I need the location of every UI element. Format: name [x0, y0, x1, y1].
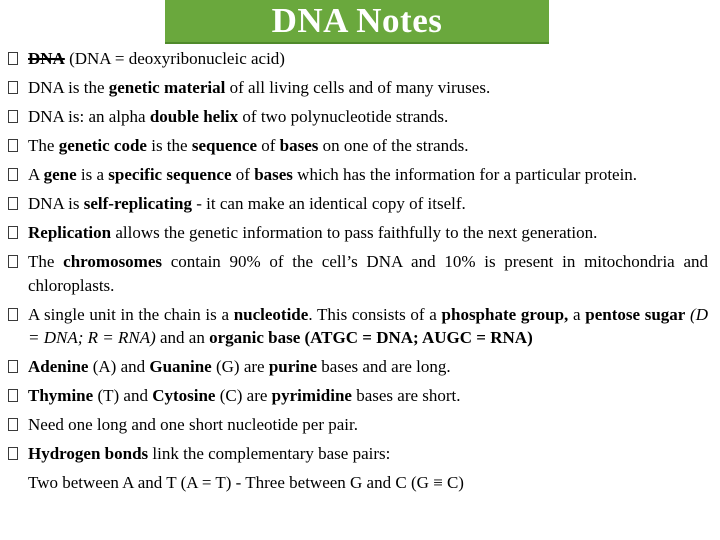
note-text: genetic code — [58, 136, 147, 155]
checkbox-bullet-icon — [8, 308, 18, 321]
note-text: bases are short. — [351, 386, 461, 405]
note-text: A — [28, 165, 44, 184]
note-text: sequence — [191, 136, 257, 155]
note-text: The — [28, 252, 64, 271]
note-text: bases — [279, 136, 319, 155]
note-item — [8, 134, 708, 158]
note-text: DNA is the — [28, 78, 109, 97]
note-text: self-replicating — [83, 194, 193, 213]
checkbox-bullet-icon — [8, 81, 18, 94]
note-text: chromosomes — [63, 252, 163, 271]
note-item — [8, 442, 708, 466]
note-item — [8, 221, 708, 245]
note-text: Hydrogen bonds — [28, 444, 149, 463]
note-item — [8, 413, 708, 437]
note-text: (D = DNA; R = RNA) — [28, 304, 708, 347]
note-text: of — [257, 136, 280, 155]
note-text: is a — [76, 165, 109, 184]
checkbox-bullet-icon — [8, 447, 18, 460]
note-text: DNA — [28, 49, 65, 68]
note-text: pentose sugar — [585, 304, 686, 324]
note-text: which has the information for a particular protein. — [292, 165, 638, 184]
checkbox-bullet-icon — [8, 52, 18, 65]
note-text: and an — [155, 328, 210, 347]
continuation-line: Two between A and T (A = T) - Three between G and C (G ≡ C) — [28, 473, 464, 492]
page-title: DNA Notes — [271, 1, 443, 40]
note-item — [8, 163, 708, 187]
note-text: (A) and — [88, 357, 150, 376]
note-text: on one of the strands. — [318, 136, 469, 155]
note-text: organic base — [209, 328, 301, 347]
checkbox-bullet-icon — [8, 389, 18, 402]
checkbox-bullet-icon — [8, 226, 18, 239]
note-text: bases — [254, 165, 293, 184]
note-item — [8, 384, 708, 408]
note-text: (T) and — [93, 386, 153, 405]
note-text: The — [28, 136, 59, 155]
checkbox-bullet-icon — [8, 197, 18, 210]
note-text: genetic material — [108, 78, 226, 97]
note-text: (G) are — [211, 357, 269, 376]
note-text: - it can make an identical copy of itself. — [192, 194, 466, 213]
note-text: of all living cells and of many viruses. — [225, 78, 491, 97]
note-text: pyrimidine — [271, 386, 352, 405]
note-text: specific sequence — [108, 165, 232, 184]
checkbox-bullet-icon — [8, 255, 18, 268]
note-text: . This consists of a — [308, 304, 442, 324]
note-text: gene — [43, 165, 77, 184]
note-text: link the complementary base pairs: — [148, 444, 391, 463]
note-text: double helix — [149, 107, 239, 126]
checkbox-bullet-icon — [8, 168, 18, 181]
note-text: Cytosine — [152, 386, 216, 405]
note-text: phosphate group, — [441, 304, 569, 324]
note-text: (ATGC = DNA; AUGC = RNA) — [304, 328, 533, 347]
note-item — [8, 105, 708, 129]
note-item — [8, 303, 708, 350]
note-text: a — [568, 304, 586, 324]
notes-list — [8, 47, 708, 494]
note-text: purine — [268, 357, 318, 376]
title-banner — [165, 0, 549, 44]
note-item — [8, 47, 708, 71]
note-text: is the — [146, 136, 192, 155]
note-text: Guanine — [149, 357, 212, 376]
note-text: of — [231, 165, 255, 184]
note-text: nucleotide — [233, 304, 309, 324]
note-text: Replication — [28, 223, 112, 242]
note-text: (C) are — [215, 386, 272, 405]
note-text: allows the genetic information to pass faithfully to the next generation. — [111, 223, 598, 242]
note-text: of two polynucleotide strands. — [238, 107, 449, 126]
checkbox-bullet-icon — [8, 360, 18, 373]
checkbox-bullet-icon — [8, 110, 18, 123]
note-text: DNA is: an alpha — [28, 107, 150, 126]
note-item — [8, 250, 708, 297]
note-item — [8, 192, 708, 216]
note-text: DNA is — [28, 194, 84, 213]
note-text: Thymine — [28, 386, 94, 405]
note-text: bases and are long. — [317, 357, 451, 376]
checkbox-bullet-icon — [8, 139, 18, 152]
checkbox-bullet-icon — [8, 418, 18, 431]
note-text: Need one long and one short nucleotide per pair. — [28, 415, 358, 434]
note-text: (DNA = deoxyribonucleic acid) — [64, 49, 285, 68]
note-text: contain 90% of the cell’s DNA and 10% is present in mitochondria and chloroplasts. — [28, 252, 708, 295]
note-text: A single unit in the chain is a — [28, 304, 234, 324]
note-item — [8, 355, 708, 379]
note-item — [8, 76, 708, 100]
note-text: Adenine — [28, 357, 89, 376]
